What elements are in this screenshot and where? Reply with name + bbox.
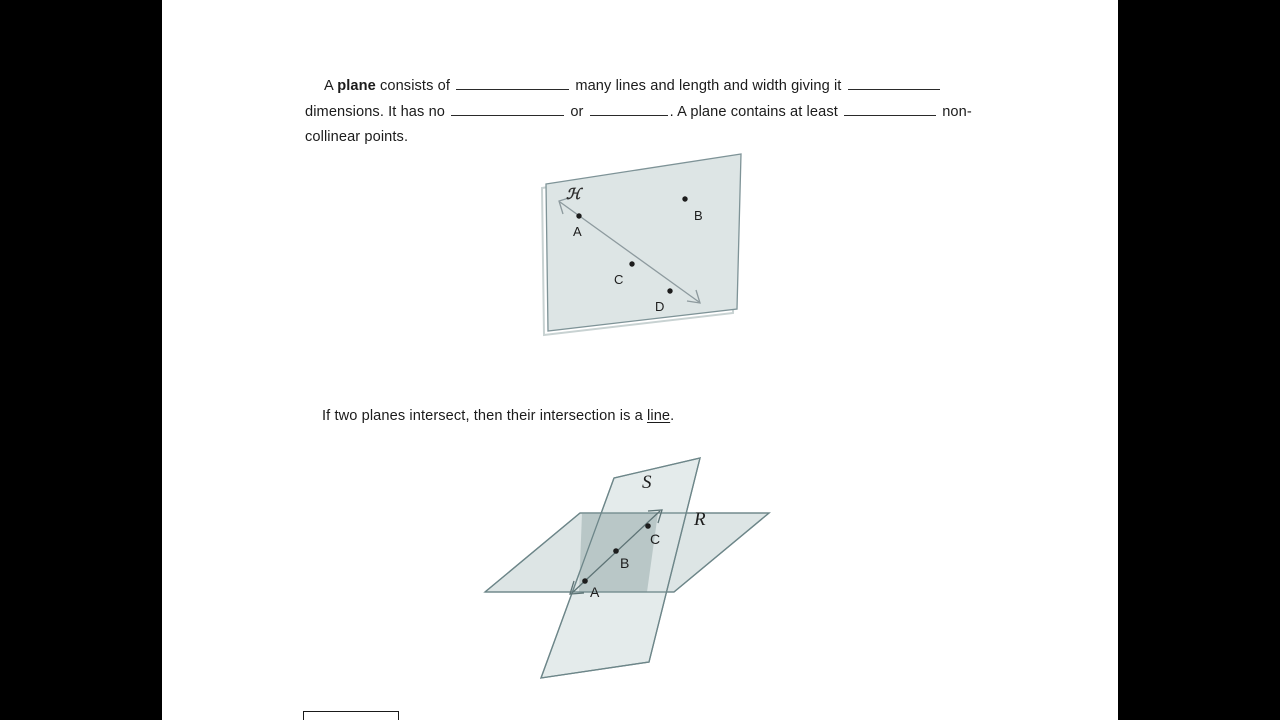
paragraph-text-part5: or <box>566 103 588 120</box>
fill-blank-5[interactable] <box>844 102 936 116</box>
point-a-dot <box>582 578 588 584</box>
plane-definition-paragraph <box>305 74 995 151</box>
fill-blank-4[interactable] <box>590 102 668 116</box>
document-page <box>162 0 1118 720</box>
point-d-label: D <box>655 299 665 314</box>
point-a-label: A <box>590 584 600 600</box>
figure-plane-h <box>532 150 762 350</box>
point-c-dot <box>645 523 651 529</box>
point-b-dot <box>682 196 687 201</box>
paragraph-text-part1: A <box>324 78 338 94</box>
plane-h-surface <box>546 154 741 331</box>
fill-blank-1[interactable] <box>456 76 569 90</box>
point-c-dot <box>629 261 634 266</box>
point-a-label: A <box>573 224 582 239</box>
bottom-cutoff-box <box>303 711 399 720</box>
paragraph-bold-term: plane <box>337 78 376 94</box>
point-b-label: B <box>694 208 703 223</box>
point-b-label: B <box>620 555 630 571</box>
paragraph-text-part3: many lines and length and width giving it <box>571 78 846 94</box>
point-c-label: C <box>650 531 661 547</box>
paragraph-text-part4: dimensions. It has no <box>305 103 450 120</box>
plane-s-label: S <box>642 472 652 493</box>
intersection-sentence <box>322 406 674 426</box>
paragraph-text-part6: . A plane contains at least <box>669 103 843 120</box>
paragraph-text-part2: consists of <box>375 78 455 94</box>
point-d-dot <box>667 288 672 293</box>
fill-blank-3[interactable] <box>451 102 564 116</box>
point-c-label: C <box>614 272 624 287</box>
figure-two-intersecting-planes <box>462 450 782 690</box>
intersection-sentence-after: . <box>670 408 675 424</box>
fill-blank-2[interactable] <box>848 76 940 90</box>
point-b-dot <box>613 548 619 554</box>
paragraph-text-part7: non-collinear points. <box>305 103 972 145</box>
plane-h-label: ℋ <box>566 187 581 203</box>
intersection-sentence-before: If two planes intersect, then their intersection is a <box>322 408 648 424</box>
point-a-dot <box>576 213 581 218</box>
intersection-sentence-answer: line <box>647 408 671 424</box>
plane-r-label: R <box>694 509 706 530</box>
